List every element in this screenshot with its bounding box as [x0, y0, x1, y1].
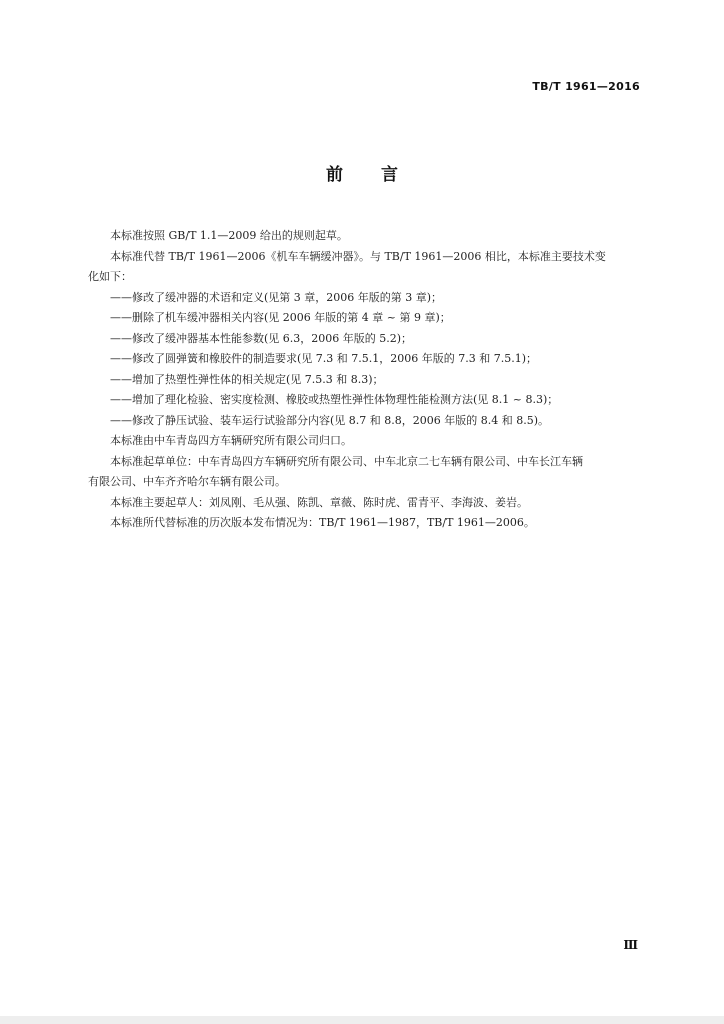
list-item: ——修改了缓冲器基本性能参数(见 6.3，2006 年版的 5.2)； [110, 331, 413, 345]
list-item: ——删除了机车缓冲器相关内容(见 2006 年版的第 4 章 ~ 第 9 章)； [110, 311, 451, 324]
list-item: ——增加了热塑性弹性体的相关规定(见 7.5.3 和 8.3)； [110, 372, 384, 386]
paragraph-replaces-line-2: 化如下： [88, 270, 132, 283]
foreword-body [88, 226, 644, 534]
bottom-divider [0, 1016, 724, 1024]
title-char-1: 前 [326, 165, 343, 185]
standard-code: TB/T 1961—2016 [532, 80, 640, 93]
paragraph-previous-editions: 本标准所代替标准的历次版本发布情况为：TB/T 1961—1987，TB/T 1961—2006。 [110, 516, 535, 529]
changes-list [88, 288, 644, 432]
paragraph-responsible-unit: 本标准由中车青岛四方车辆研究所有限公司归口。 [110, 434, 352, 447]
title-char-2: 言 [381, 165, 398, 185]
list-item: ——修改了缓冲器的术语和定义(见第 3 章，2006 年版的第 3 章)； [110, 290, 443, 304]
page-title [0, 160, 724, 185]
paragraph-replaces-line-1: 本标准代替 TB/T 1961—2006《机车车辆缓冲器》。与 TB/T 1961—2006 相比，本标准主要技术变 [110, 249, 606, 263]
paragraph-drafting-units-line-1: 本标准起草单位：中车青岛四方车辆研究所有限公司、中车北京二七车辆有限公司、中车长江车辆 [110, 454, 583, 468]
list-item: ——修改了静压试验、装车运行试验部分内容(见 8.7 和 8.8，2006 年版的 8.4 和 8.5)。 [110, 413, 550, 427]
paragraph-drafting-rules: 本标准按照 GB/T 1.1—2009 给出的规则起草。 [110, 229, 348, 242]
paragraph-drafting-units-line-2: 有限公司、中车齐齐哈尔车辆有限公司。 [88, 475, 286, 488]
page-number: Ⅲ [623, 938, 638, 952]
list-item: ——修改了圆弹簧和橡胶件的制造要求(见 7.3 和 7.5.1，2006 年版的 7.3 和 7.5.1)； [110, 352, 538, 365]
list-item: ——增加了理化检验、密实度检测、橡胶或热塑性弹性体物理性能检测方法(见 8.1 ~ 8.3)； [110, 393, 559, 406]
paragraph-drafters: 本标准主要起草人：刘凤刚、毛从强、陈凯、章薇、陈时虎、雷青平、李海波、姜岩。 [110, 495, 528, 509]
